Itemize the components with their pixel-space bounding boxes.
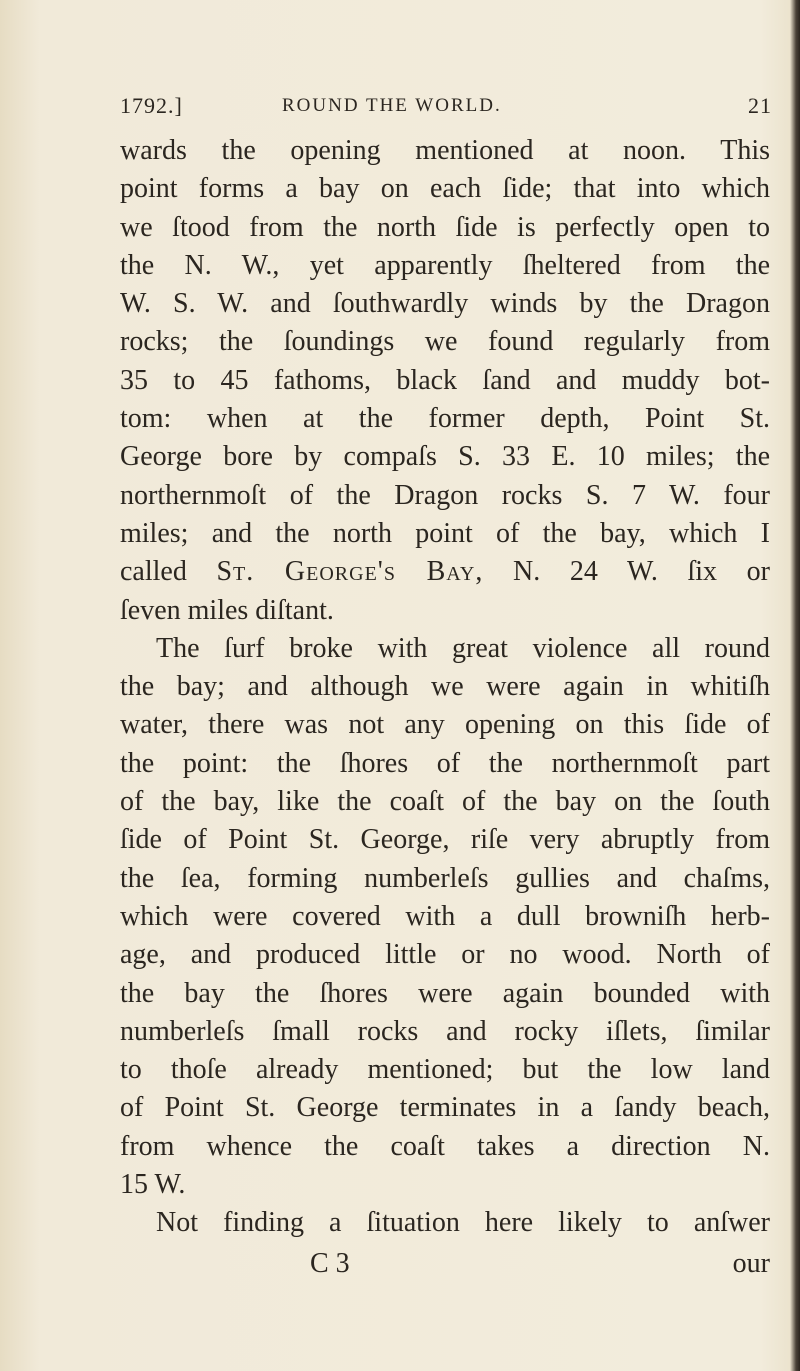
text-fragment: N. 24 W. ſix or	[512, 556, 770, 588]
text-line: the ſea, forming numberleſs gullies and chaſms,	[120, 862, 770, 894]
text-line: the bay the ſhores were again bounded with	[120, 977, 770, 1009]
text-line: wards the opening mentioned at noon. This	[120, 135, 770, 166]
header-page-number: 21	[748, 93, 772, 118]
text-line-paragraph-start: Not finding a ſituation here likely to anſwer	[156, 1207, 770, 1239]
text-line: the bay; and although we were again in whitiſh	[120, 671, 770, 703]
text-line: 35 to 45 fathoms, black ſand and muddy bot-	[120, 364, 770, 396]
text-line: water, there was not any opening on this ſide of	[120, 709, 770, 741]
text-line-paragraph-start: The ſurf broke with great violence all round	[156, 632, 770, 664]
text-line: the N. W., yet apparently ſheltered from the	[120, 249, 770, 281]
running-header	[120, 93, 772, 123]
text-line: ſeven miles diſtant.	[120, 594, 334, 626]
header-year: 1792.]	[120, 93, 183, 118]
text-line: which were covered with a dull browniſh herb-	[120, 900, 770, 932]
text-line: to thoſe already mentioned; but the low land	[120, 1054, 770, 1086]
text-line: ſide of Point St. George, riſe very abruptly from	[120, 824, 770, 856]
text-line: from whence the coaſt takes a direction N.	[120, 1130, 770, 1162]
text-line: point forms a bay on each ſide; that into which	[120, 173, 770, 205]
signature-mark: C 3	[310, 1248, 350, 1279]
text-line: George bore by compaſs S. 33 E. 10 miles; the	[120, 441, 770, 473]
text-line: the point: the ſhores of the northernmoſt part	[120, 747, 770, 779]
text-line: numberleſs ſmall rocks and rocky iſlets, ſimilar	[120, 1015, 770, 1047]
body-text	[120, 132, 770, 1243]
text-line-bay-name	[120, 553, 770, 591]
page-edge-shadow	[790, 0, 800, 1371]
text-line: tom: when at the former depth, Point St.	[120, 403, 770, 435]
text-line: 15 W.	[120, 1169, 186, 1201]
text-line: we ſtood from the north ſide is perfectly open to	[120, 211, 770, 243]
text-line: rocks; the ſoundings we found regularly from	[120, 326, 770, 358]
text-line: W. S. W. and ſouthwardly winds by the Dragon	[120, 288, 770, 320]
bay-name: St. George's Bay,	[216, 556, 484, 588]
header-running-title: ROUND THE WORLD.	[282, 95, 502, 116]
text-line: of Point St. George terminates in a ſandy beach,	[120, 1092, 770, 1124]
text-line: of the bay, like the coaſt of the bay on the ſouth	[120, 786, 770, 818]
text-line: miles; and the north point of the bay, which I	[120, 517, 770, 549]
catchword: our	[732, 1248, 770, 1279]
text-line: northernmoſt of the Dragon rocks S. 7 W. four	[120, 479, 770, 511]
page-footer	[120, 1248, 770, 1288]
text-line: age, and produced little or no wood. North of	[120, 939, 770, 971]
text-fragment: called	[120, 556, 187, 588]
